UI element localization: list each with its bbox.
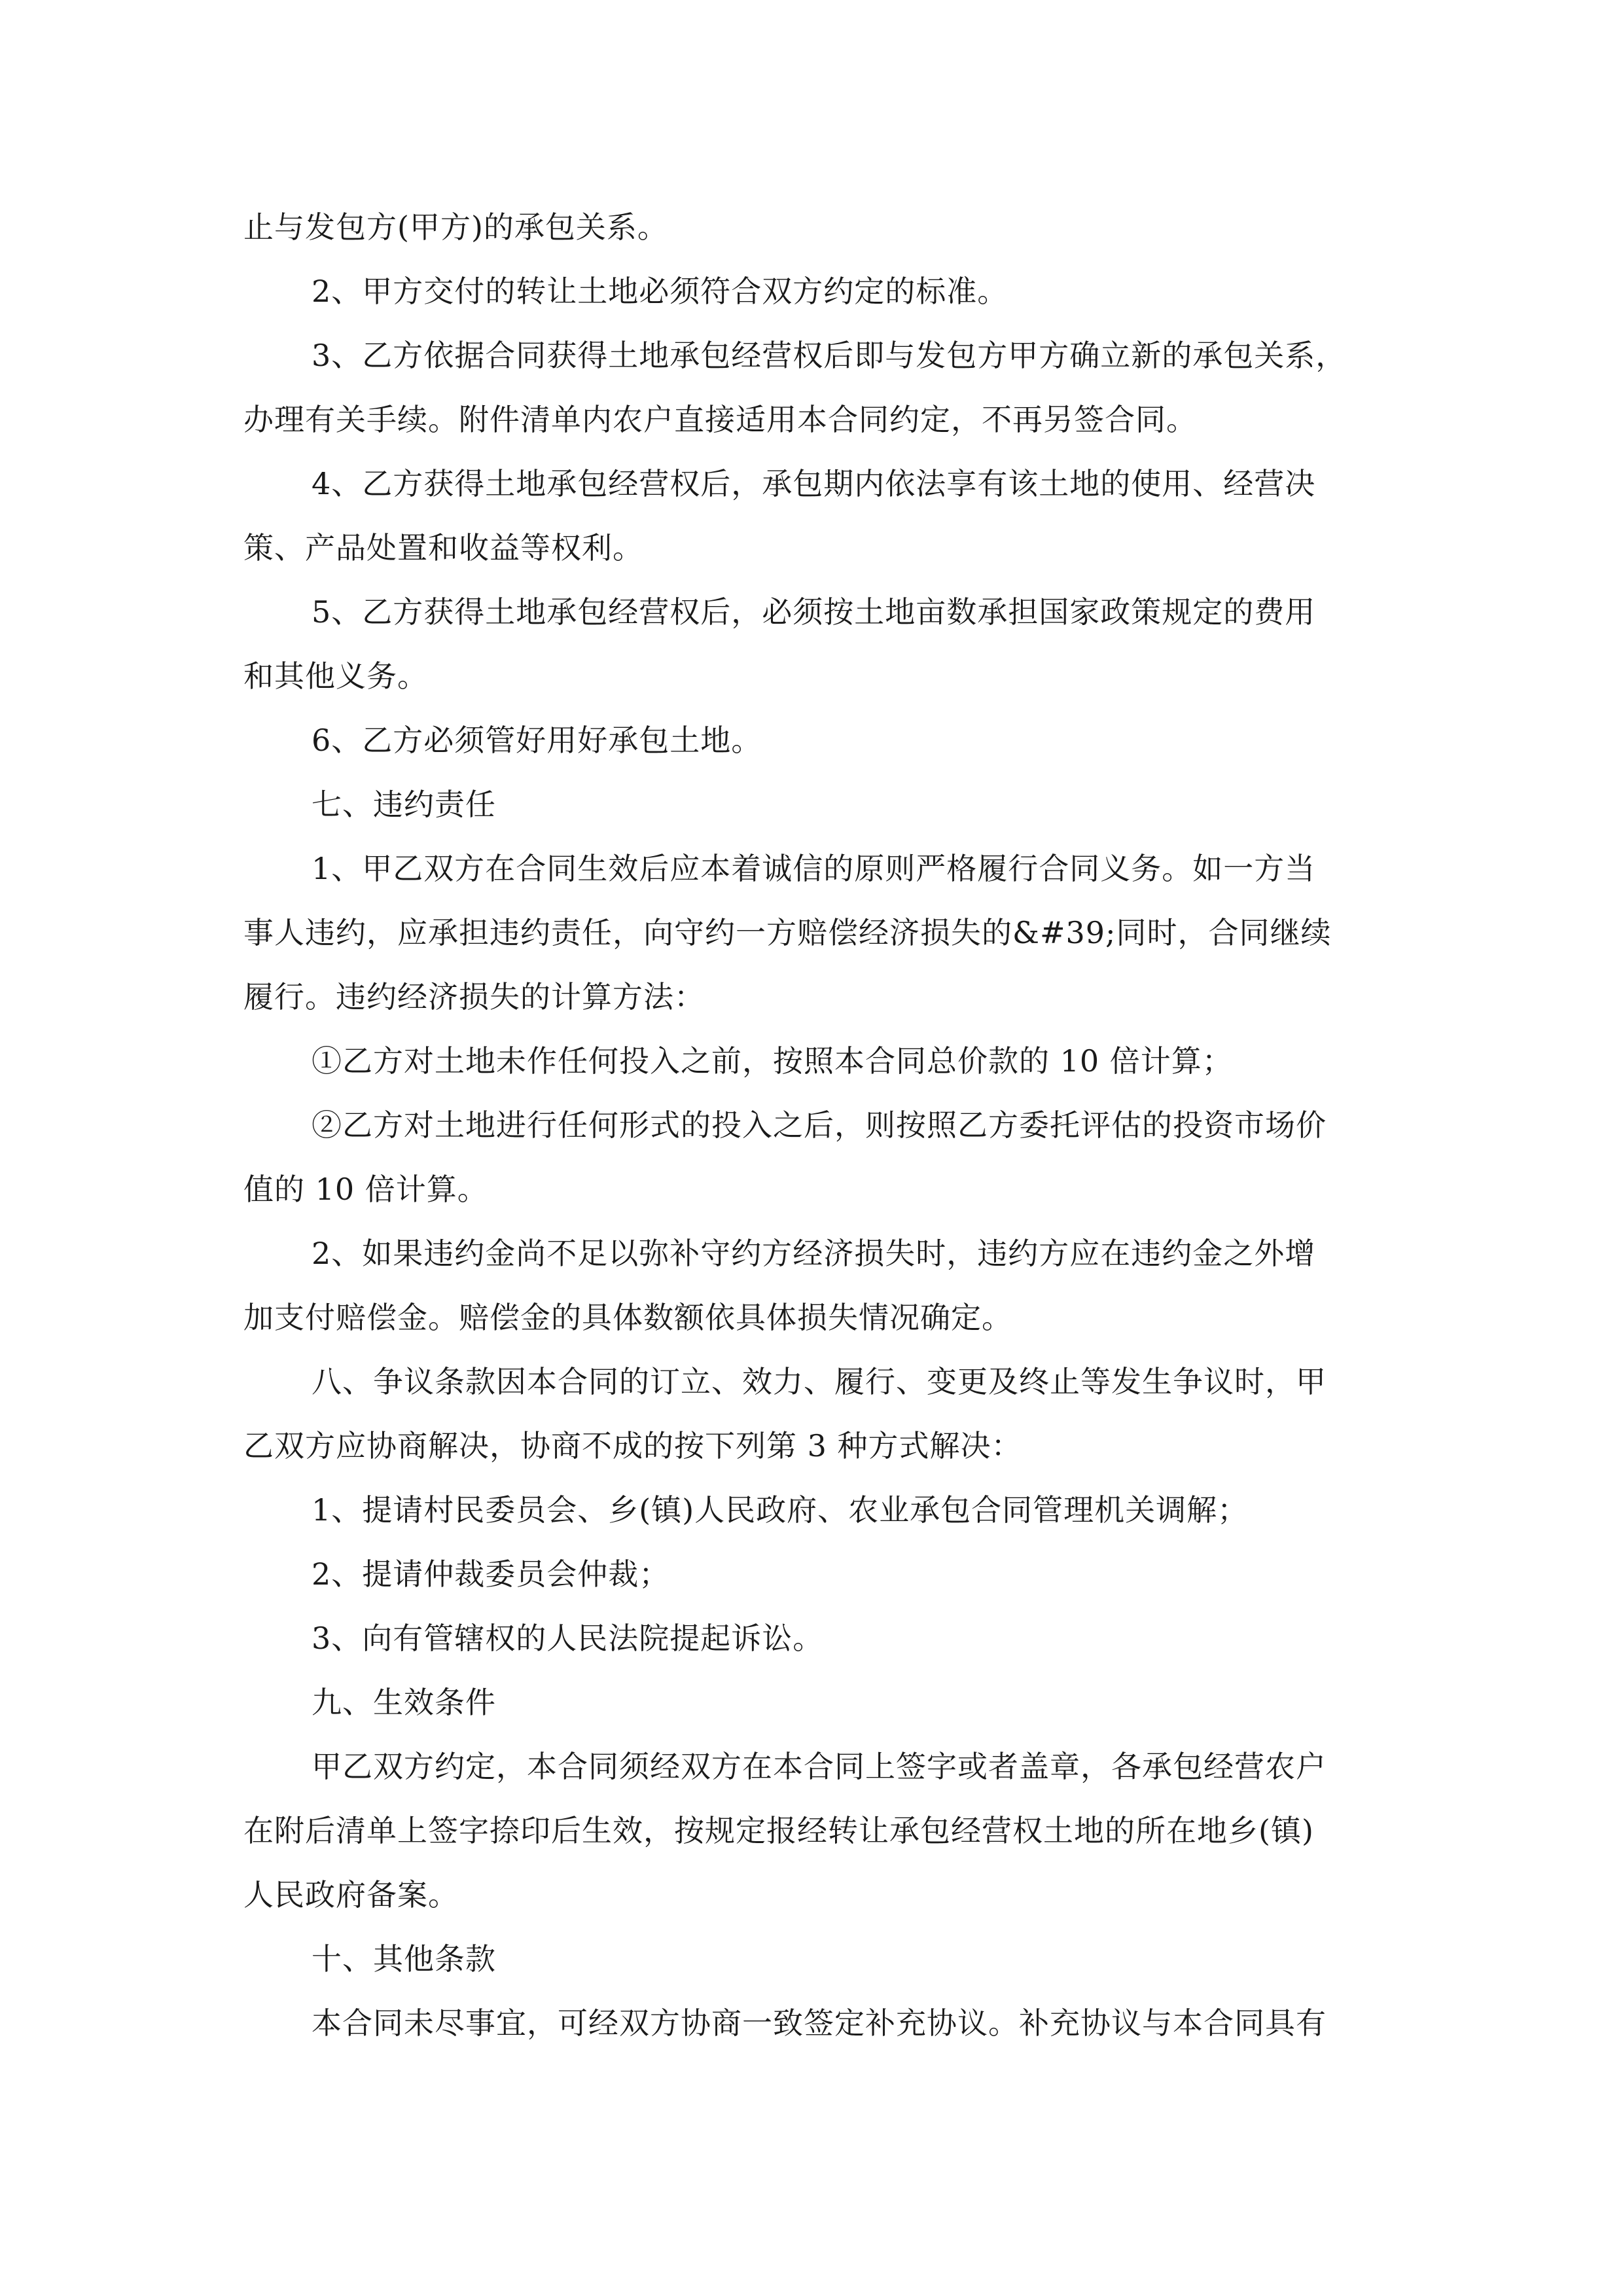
text-line: 3、乙方依据合同获得土地承包经营权后即与发包方甲方确立新的承包关系， bbox=[312, 338, 1347, 373]
text-line: 6、乙方必须管好用好承包土地。 bbox=[312, 723, 762, 758]
section-heading: 八、争议条款因本合同的订立、效力、履行、变更及终止等发生争议时，甲 bbox=[312, 1364, 1327, 1399]
section-heading: 九、生效条件 bbox=[312, 1685, 496, 1720]
text-line: 办理有关手续。附件清单内农户直接适用本合同约定，不再另签合同。 bbox=[243, 402, 1197, 437]
text-line: ②乙方对土地进行任何形式的投入之后，则按照乙方委托评估的投资市场价 bbox=[312, 1107, 1327, 1143]
section-heading: 七、违约责任 bbox=[312, 787, 496, 822]
text-line: 止与发包方(甲方)的承包关系。 bbox=[243, 209, 668, 245]
text-line: ①乙方对土地未作任何投入之前，按照本合同总价款的 10 倍计算； bbox=[312, 1043, 1233, 1079]
document-body bbox=[243, 195, 1386, 2055]
text-line: 1、甲乙双方在合同生效后应本着诚信的原则严格履行合同义务。如一方当 bbox=[312, 851, 1316, 886]
text-line: 4、乙方获得土地承包经营权后，承包期内依法享有该土地的使用、经营决 bbox=[312, 466, 1316, 501]
section-heading: 十、其他条款 bbox=[312, 1941, 496, 1977]
text-line: 1、提请村民委员会、乡(镇)人民政府、农业承包合同管理机关调解； bbox=[312, 1492, 1249, 1528]
text-line: 值的 10 倍计算。 bbox=[243, 1172, 488, 1207]
text-line: 事人违约，应承担违约责任，向守约一方赔偿经济损失的&#39;同时，合同继续 bbox=[243, 915, 1332, 950]
text-line: 履行。违约经济损失的计算方法： bbox=[243, 979, 705, 1014]
text-line: 5、乙方获得土地承包经营权后，必须按土地亩数承担国家政策规定的费用 bbox=[312, 594, 1316, 630]
text-line: 2、甲方交付的转让土地必须符合双方约定的标准。 bbox=[312, 274, 1008, 309]
text-line: 2、提请仲裁委员会仲裁； bbox=[312, 1556, 670, 1592]
text-line: 人民政府备案。 bbox=[243, 1877, 459, 1912]
text-line: 2、如果违约金尚不足以弥补守约方经济损失时，违约方应在违约金之外增 bbox=[312, 1236, 1316, 1271]
text-line: 乙双方应协商解决，协商不成的按下列第 3 种方式解决： bbox=[243, 1428, 1022, 1463]
text-line: 3、向有管辖权的人民法院提起诉讼。 bbox=[312, 1621, 824, 1656]
text-line: 策、产品处置和收益等权利。 bbox=[243, 530, 643, 565]
text-line: 甲乙双方约定，本合同须经双方在本合同上签字或者盖章，各承包经营农户 bbox=[312, 1749, 1327, 1784]
text-line: 在附后清单上签字捺印后生效，按规定报经转让承包经营权土地的所在地乡(镇) bbox=[243, 1813, 1314, 1848]
text-line: 本合同未尽事宜，可经双方协商一致签定补充协议。补充协议与本合同具有 bbox=[312, 2005, 1327, 2041]
text-line: 和其他义务。 bbox=[243, 658, 428, 694]
text-line: 加支付赔偿金。赔偿金的具体数额依具体损失情况确定。 bbox=[243, 1300, 1012, 1335]
